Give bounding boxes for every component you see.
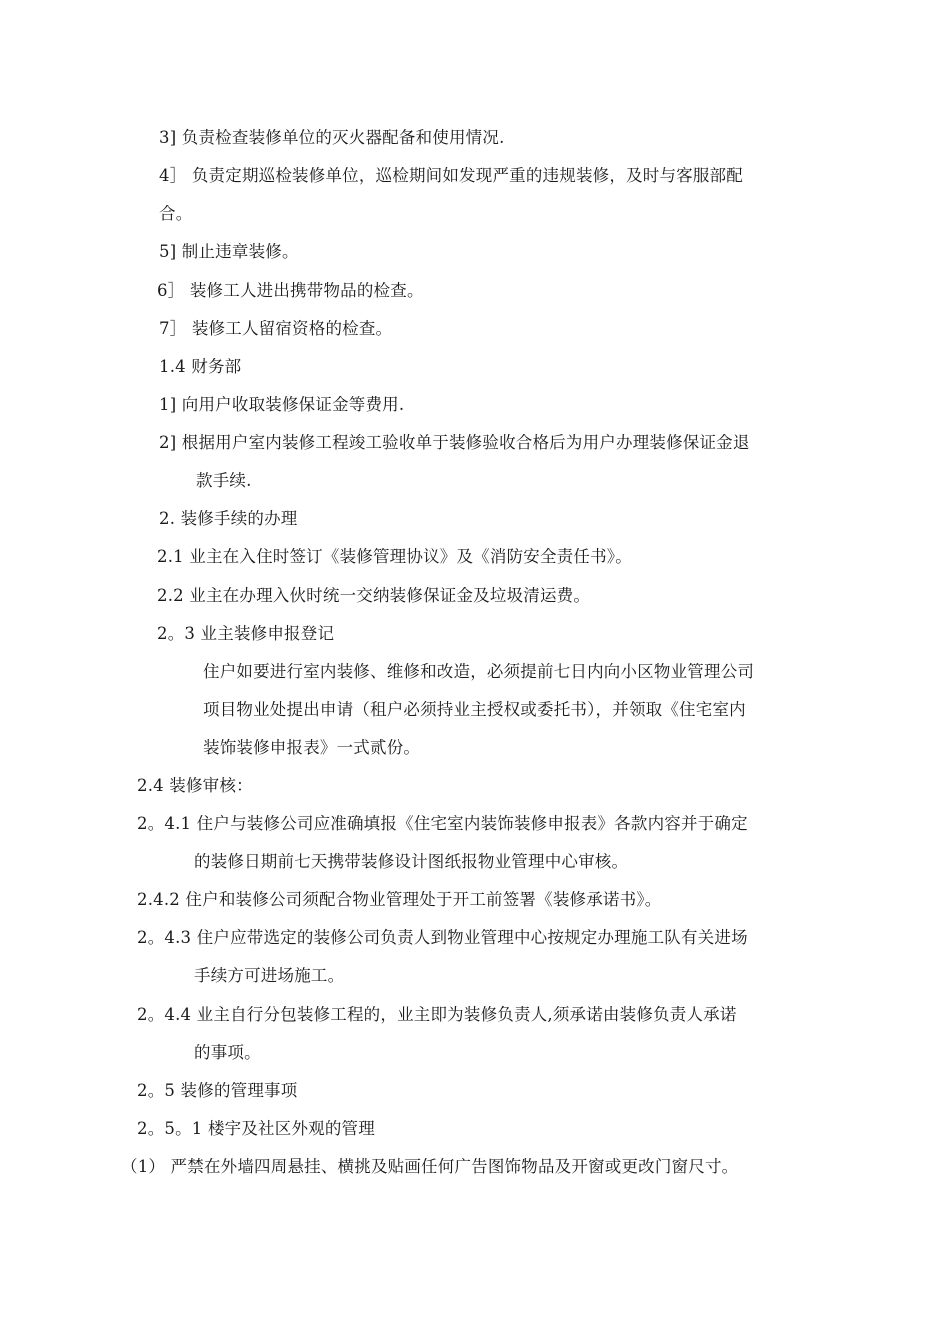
section-heading: 1.4 财务部 xyxy=(159,357,242,376)
text-line: 2.2 业主在办理入伙时统一交纳装修保证金及垃圾清运费。 xyxy=(157,586,591,605)
text-line: 2.4.2 住户和装修公司须配合物业管理处于开工前签署《装修承诺书》。 xyxy=(137,890,662,909)
text-line: 合。 xyxy=(159,204,193,223)
section-heading: 2。5 装修的管理事项 xyxy=(137,1081,298,1100)
section-heading: 2. 装修手续的办理 xyxy=(159,509,298,528)
text-line: 的装修日期前七天携带装修设计图纸报物业管理中心审核。 xyxy=(194,852,629,871)
text-line: （1） 严禁在外墙四周悬挂、横挑及贴画任何广告图饰物品及开窗或更改门窗尺寸。 xyxy=(121,1157,739,1176)
text-line: 2。4.3 住户应带选定的装修公司负责人到物业管理中心按规定办理施工队有关进场 xyxy=(137,928,748,947)
text-line: 5] 制止违章装修。 xyxy=(159,242,299,261)
section-heading: 2。3 业主装修申报登记 xyxy=(157,624,335,643)
text-line: 6］ 装修工人进出携带物品的检查。 xyxy=(157,281,424,300)
text-line: 2。4.1 住户与装修公司应准确填报《住宅室内装饰装修申报表》各款内容并于确定 xyxy=(137,814,748,833)
text-line: 2.1 业主在入住时签订《装修管理协议》及《消防安全责任书》。 xyxy=(157,547,632,566)
text-line: 1] 向用户收取装修保证金等费用. xyxy=(159,395,405,414)
text-line: 2。4.4 业主自行分包装修工程的，业主即为装修负责人,须承诺由装修负责人承诺 xyxy=(137,1005,737,1024)
text-line: 手续方可进场施工。 xyxy=(194,966,345,985)
section-heading: 2.4 装修审核： xyxy=(137,776,253,795)
text-line: 款手续. xyxy=(196,471,252,490)
text-line: 住户如要进行室内装修、维修和改造，必须提前七日内向小区物业管理公司 xyxy=(203,662,755,681)
text-line: 装饰装修申报表》一式贰份。 xyxy=(203,738,421,757)
text-line: 7］ 装修工人留宿资格的检查。 xyxy=(159,319,393,338)
text-line: 的事项。 xyxy=(194,1043,261,1062)
text-line: 项目物业处提出申请（租户必须持业主授权或委托书），并领取《住宅室内 xyxy=(203,700,746,719)
section-heading: 2。5。1 楼宇及社区外观的管理 xyxy=(137,1119,375,1138)
text-line: 2] 根据用户室内装修工程竣工验收单于装修验收合格后为用户办理装修保证金退 xyxy=(159,433,750,452)
text-line: 3] 负责检查装修单位的灭火器配备和使用情况. xyxy=(159,128,505,147)
text-line: 4］ 负责定期巡检装修单位，巡检期间如发现严重的违规装修，及时与客服部配 xyxy=(159,166,743,185)
